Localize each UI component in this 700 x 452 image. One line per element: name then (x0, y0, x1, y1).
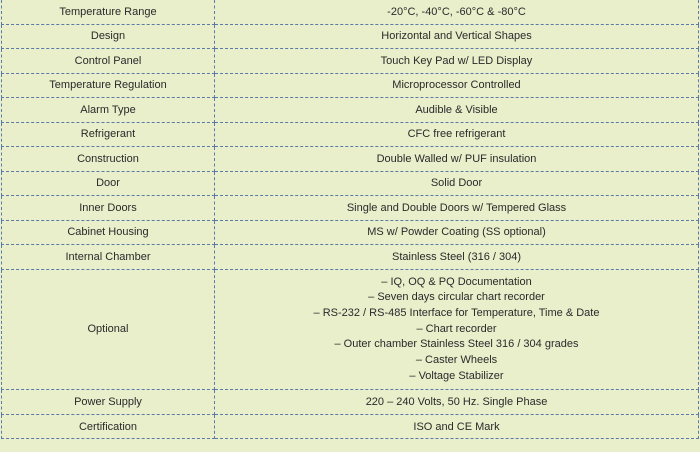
spec-label: Power Supply (2, 390, 215, 415)
spec-row-certification (2, 414, 699, 439)
spec-label: Construction (2, 147, 215, 172)
spec-value: MS w/ Powder Coating (SS optional) (215, 220, 699, 245)
specification-table (1, 0, 699, 439)
spec-value: -20°C, -40°C, -60°C & -80°C (215, 0, 699, 24)
spec-label: Temperature Range (2, 0, 215, 24)
spec-value: Touch Key Pad w/ LED Display (215, 49, 699, 74)
spec-value: Audible & Visible (215, 98, 699, 123)
spec-row-power-supply (2, 390, 699, 415)
spec-label: Internal Chamber (2, 245, 215, 270)
optional-item: – RS-232 / RS-485 Interface for Temperature, Time & Date (313, 306, 600, 319)
spec-row-internal-chamber (2, 245, 699, 270)
optional-item: – Seven days circular chart recorder (368, 291, 545, 304)
spec-label: Control Panel (2, 49, 215, 74)
spec-label: Refrigerant (2, 122, 215, 147)
spec-label: Alarm Type (2, 98, 215, 123)
spec-value: Horizontal and Vertical Shapes (215, 24, 699, 49)
spec-value: Single and Double Doors w/ Tempered Glass (215, 196, 699, 221)
spec-value: ISO and CE Mark (215, 414, 699, 439)
spec-row-temperature-range (2, 0, 699, 24)
optional-item: – Voltage Stabilizer (409, 369, 504, 382)
spec-row-cabinet-housing (2, 220, 699, 245)
spec-label: Inner Doors (2, 196, 215, 221)
spec-value: Stainless Steel (316 / 304) (215, 245, 699, 270)
spec-value: Solid Door (215, 171, 699, 196)
optional-items-list (215, 269, 699, 390)
spec-row-optional (2, 269, 699, 390)
spec-value: CFC free refrigerant (215, 122, 699, 147)
spec-row-door (2, 171, 699, 196)
spec-label: Cabinet Housing (2, 220, 215, 245)
spec-row-inner-doors (2, 196, 699, 221)
spec-value: Microprocessor Controlled (215, 73, 699, 98)
spec-label: Certification (2, 414, 215, 439)
optional-item: – Caster Wheels (415, 354, 498, 367)
specification-table-body (2, 0, 699, 439)
spec-row-construction (2, 147, 699, 172)
optional-item: – Chart recorder (416, 322, 497, 335)
optional-item: – Outer chamber Stainless Steel 316 / 304 grades (334, 338, 579, 351)
spec-label: Temperature Regulation (2, 73, 215, 98)
spec-label: Door (2, 171, 215, 196)
spec-label: Optional (2, 269, 215, 390)
spec-value: Double Walled w/ PUF insulation (215, 147, 699, 172)
spec-row-alarm-type (2, 98, 699, 123)
optional-item: – IQ, OQ & PQ Documentation (381, 275, 532, 288)
spec-label: Design (2, 24, 215, 49)
spec-row-temperature-regulation (2, 73, 699, 98)
spec-row-control-panel (2, 49, 699, 74)
spec-row-refrigerant (2, 122, 699, 147)
spec-row-design (2, 24, 699, 49)
spec-value: 220 – 240 Volts, 50 Hz. Single Phase (215, 390, 699, 415)
